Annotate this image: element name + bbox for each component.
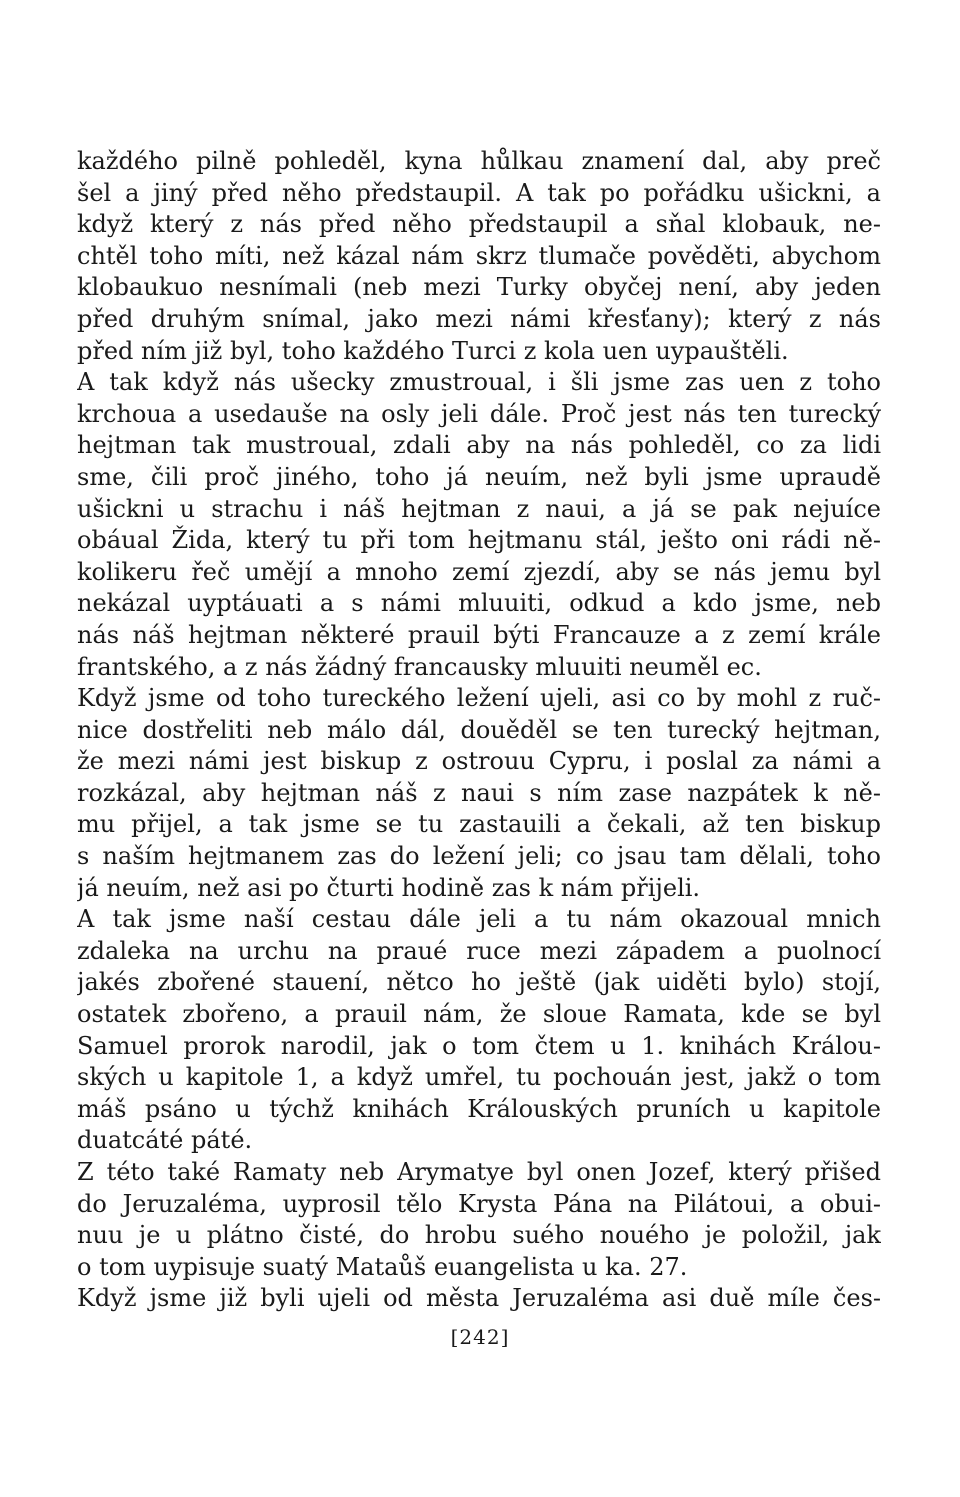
text-line: ostatek zbořeno, a prauil nám, že sloue Ramata, kde se byl bbox=[77, 1000, 881, 1029]
text-line: chtěl toho míti, než kázal nám skrz tlumače pověděti, abychom bbox=[77, 241, 881, 270]
text-line: kolikeru řeč umějí a mnoho zemí zjezdí, aby se nás jemu byl bbox=[77, 557, 881, 586]
text-line: před ním již byl, toho každého Turci z kola uen uypauštěli. bbox=[77, 336, 789, 365]
text-line: nekázal uyptáuati a s námi mluuiti, odkud a kdo jsme, neb bbox=[77, 589, 881, 618]
page-number: [242] bbox=[450, 1325, 510, 1349]
text-line: nás náš hejtman některé prauil býti Francauze a z zemí krále bbox=[77, 620, 881, 649]
text-line: já neuím, než asi po čturti hodině zas k nám přijeli. bbox=[77, 873, 701, 902]
text-line: že mezi námi jest biskup z ostrouu Cypru, i poslal za námi a bbox=[77, 747, 881, 776]
text-line: nuu je u plátno čisté, do hrobu suého nouého je položil, jak bbox=[77, 1221, 881, 1250]
text-line: frantského, a z nás žádný francausky mluuiti neuměl ec. bbox=[77, 652, 762, 681]
text-line: A tak když nás ušecky zmustroual, i šli jsme zas uen z toho bbox=[77, 368, 881, 397]
text-line: Když jsme od toho tureckého ležení ujeli, asi co by mohl z ruč- bbox=[77, 684, 881, 713]
text-line: když který z nás před něho předstaupil a sňal klobauk, ne- bbox=[77, 210, 881, 239]
text-line: šel a jiný před něho předstaupil. A tak po pořádku ušickni, a bbox=[77, 178, 881, 207]
text-line: Samuel prorok narodil, jak o tom čtem u 1. knihách Králou- bbox=[77, 1031, 881, 1060]
text-line: před druhým snímal, jako mezi námi křesťany); který z nás bbox=[77, 304, 881, 333]
text-line: sme, čili proč jiného, toho já neuím, než byli jsme upraudě bbox=[77, 462, 881, 491]
text-line: krchoua a usedauše na osly jeli dále. Proč jest nás ten turecký bbox=[77, 399, 881, 428]
text-line: mu přijel, a tak jsme se tu zastauili a čekali, až ten biskup bbox=[77, 810, 881, 839]
text-line: každého pilně pohleděl, kyna hůlkau znamení dal, aby preč bbox=[77, 147, 881, 175]
text-line: do Jeruzaléma, uyprosil tělo Krysta Pána na Pilátoui, a obui- bbox=[77, 1189, 881, 1218]
text-line: duatcáté páté. bbox=[77, 1126, 253, 1155]
text-line: Když jsme již byli ujeli od města Jeruzaléma asi duě míle čes- bbox=[77, 1284, 881, 1313]
text-line: klobaukuo nesnímali (neb mezi Turky obyčej není, aby jeden bbox=[77, 273, 881, 302]
body-text bbox=[77, 146, 881, 1315]
text-line: jakés zbořené stauení, nětco ho ještě (jak uiděti bylo) stojí, bbox=[77, 968, 881, 997]
text-line: Z této také Ramaty neb Arymatye byl onen Jozef, který přišed bbox=[77, 1158, 881, 1186]
text-line: ských u kapitole 1, a když umřel, tu pochouán jest, jakž o tom bbox=[77, 1063, 881, 1092]
text-line: obáual Žida, který tu při tom hejtmanu stál, ješto oni rádi ně- bbox=[77, 526, 881, 555]
text-line: zdaleka na urchu na praué ruce mezi západem a puolnocí bbox=[77, 936, 881, 965]
text-line: hejtman tak mustroual, zdali aby na nás pohleděl, co za lidi bbox=[77, 431, 881, 460]
text-line: nice dostřeliti neb málo dál, douěděl se ten turecký hejtman, bbox=[77, 715, 881, 744]
text-line: máš psáno u týchž knihách Králouských pruních u kapitole bbox=[77, 1094, 881, 1123]
text-line: s naším hejtmanem zas do ležení jeli; co jsau tam dělali, toho bbox=[77, 842, 881, 871]
text-line: ušickni u strachu i náš hejtman z naui, a já se pak nejuíce bbox=[77, 494, 881, 523]
text-line: rozkázal, aby hejtman náš z naui s ním zase nazpátek k ně- bbox=[77, 778, 881, 807]
text-line: o tom uypisuje suatý Mataůš euangelista u ka. 27. bbox=[77, 1252, 688, 1281]
text-line: A tak jsme naší cestau dále jeli a tu nám okazoual mnich bbox=[77, 905, 881, 934]
